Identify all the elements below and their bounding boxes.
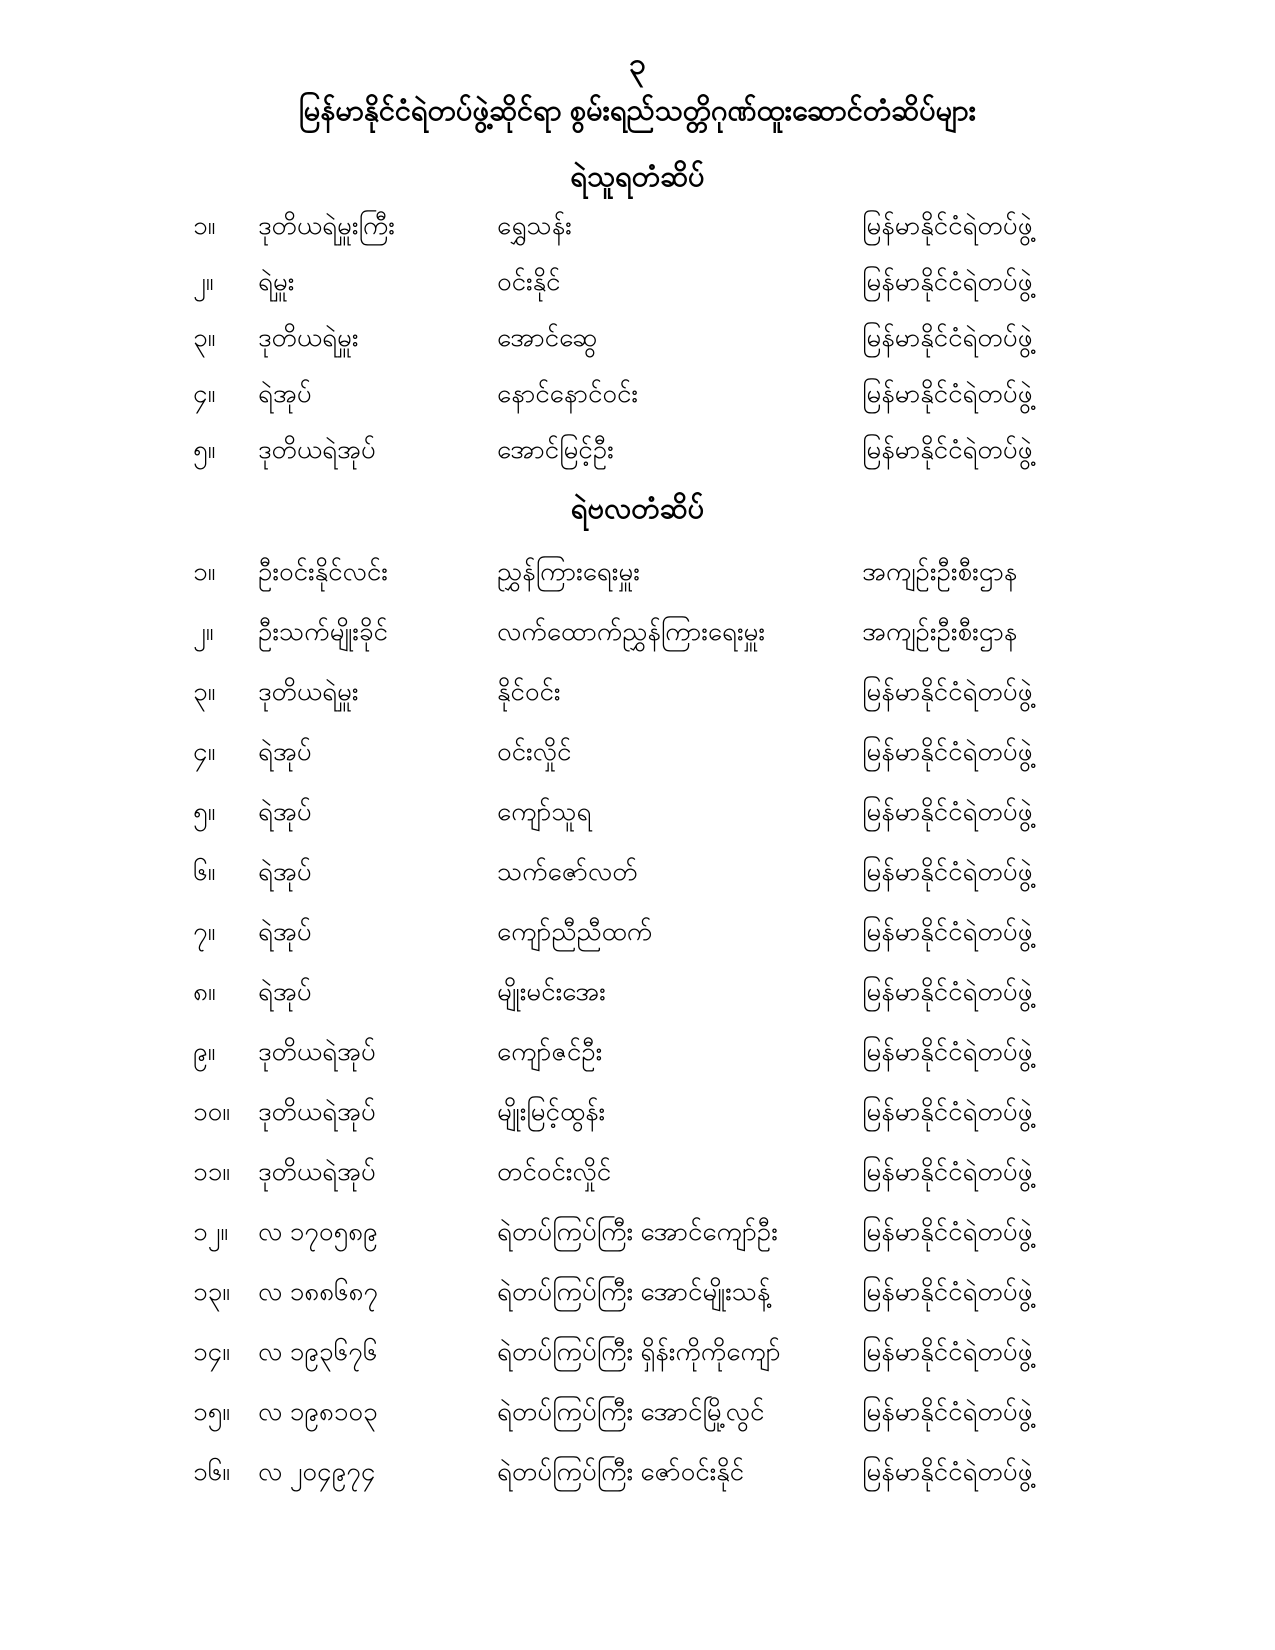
rank-cell: ရဲမှူး: [258, 266, 295, 297]
row-number-cell: ၈။: [193, 976, 216, 1007]
organization-cell: မြန်မာနိုင်ငံရဲတပ်ဖွဲ့: [862, 976, 1033, 1007]
row-number-cell: ၃။: [193, 322, 216, 353]
table-row: [0, 842, 1275, 902]
table-row: [0, 962, 1275, 1022]
table-row: [0, 722, 1275, 782]
organization-cell: မြန်မာနိုင်ငံရဲတပ်ဖွဲ့: [862, 210, 1033, 241]
name-or-position-cell: ညွှန်ကြားရေးမှူး: [497, 556, 640, 587]
organization-cell: မြန်မာနိုင်ငံရဲတပ်ဖွဲ့: [862, 676, 1033, 707]
table-row: [0, 1442, 1275, 1502]
table-row: [0, 1082, 1275, 1142]
section-heading-ye-bala-medal: ရဲဗလတံဆိပ်: [570, 493, 705, 525]
table-row: [0, 1202, 1275, 1262]
table-row: [0, 310, 1275, 366]
name-or-rank-cell: ဦးဝင်းနိုင်လင်း: [258, 556, 388, 587]
organization-cell: အကျဉ်းဦးစီးဌာန: [862, 616, 1018, 647]
row-number-cell: ၁၄။: [193, 1336, 231, 1367]
name-or-position-cell: နိုင်ဝင်း: [497, 676, 561, 707]
row-number-cell: ၅။: [193, 796, 216, 827]
row-number-cell: ၂။: [193, 616, 214, 647]
table-row: [0, 1322, 1275, 1382]
ye-thura-medal-list: [0, 198, 1275, 478]
organization-cell: မြန်မာနိုင်ငံရဲတပ်ဖွဲ့: [862, 1456, 1033, 1487]
name-or-rank-cell: ရဲအုပ်: [258, 916, 312, 947]
organization-cell: မြန်မာနိုင်ငံရဲတပ်ဖွဲ့: [862, 856, 1033, 887]
row-number-cell: ၁။: [193, 556, 216, 587]
serial-number-cell: လ ၁၇၀၅၈၉: [258, 1216, 378, 1247]
organization-cell: မြန်မာနိုင်ငံရဲတပ်ဖွဲ့: [862, 378, 1033, 409]
name-or-rank-cell: ဒုတိယရဲအုပ်: [258, 1036, 376, 1067]
organization-cell: မြန်မာနိုင်ငံရဲတပ်ဖွဲ့: [862, 1156, 1033, 1187]
organization-cell: မြန်မာနိုင်ငံရဲတပ်ဖွဲ့: [862, 796, 1033, 827]
name-or-rank-cell: ဒုတိယရဲအုပ်: [258, 1096, 376, 1127]
name-or-rank-cell: ရဲအုပ်: [258, 736, 312, 767]
row-number-cell: ၁၆။: [193, 1456, 231, 1487]
name-or-rank-cell: ရဲအုပ်: [258, 856, 312, 887]
table-row: [0, 1262, 1275, 1322]
rank-cell: ရဲအုပ်: [258, 378, 312, 409]
name-cell: အောင်ဆွေ: [497, 322, 598, 353]
table-row: [0, 662, 1275, 722]
organization-cell: မြန်မာနိုင်ငံရဲတပ်ဖွဲ့: [862, 266, 1033, 297]
row-number-cell: ၄။: [193, 736, 216, 767]
table-row: [0, 542, 1275, 602]
rank-cell: ဒုတိယရဲမှူးကြီး: [258, 210, 395, 241]
rank-cell: ဒုတိယရဲမှူး: [258, 322, 359, 353]
organization-cell: မြန်မာနိုင်ငံရဲတပ်ဖွဲ့: [862, 1036, 1033, 1067]
table-row: [0, 602, 1275, 662]
name-or-position-cell: လက်ထောက်ညွှန်ကြားရေးမှူး: [497, 616, 765, 647]
row-number-cell: ၁၃။: [193, 1276, 231, 1307]
rank-and-name-cell: ရဲတပ်ကြပ်ကြီး ရှိန်းကိုကိုကျော်: [497, 1336, 781, 1367]
ye-bala-medal-list: [0, 542, 1275, 1502]
name-cell: ရွှေသန်း: [497, 210, 572, 241]
table-row: [0, 782, 1275, 842]
name-or-position-cell: ကျော်ညီညီထက်: [497, 916, 653, 947]
organization-cell: မြန်မာနိုင်ငံရဲတပ်ဖွဲ့: [862, 736, 1033, 767]
organization-cell: မြန်မာနိုင်ငံရဲတပ်ဖွဲ့: [862, 1276, 1033, 1307]
serial-number-cell: လ ၂၀၄၉၇၄: [258, 1456, 376, 1487]
serial-number-cell: လ ၁၈၈၆၈၇: [258, 1276, 379, 1307]
row-number-cell: ၃။: [193, 676, 216, 707]
row-number-cell: ၁၀။: [193, 1096, 231, 1127]
table-row: [0, 366, 1275, 422]
row-number-cell: ၅။: [193, 434, 216, 465]
section-heading-ye-thura-medal: ရဲသူရတံဆိပ်: [570, 161, 705, 193]
name-or-position-cell: ဝင်းလှိုင်: [497, 736, 572, 767]
table-row: [0, 902, 1275, 962]
name-or-rank-cell: ဦးသက်မျိုးခိုင်: [258, 616, 388, 647]
rank-cell: ဒုတိယရဲအုပ်: [258, 434, 376, 465]
row-number-cell: ၁၁။: [193, 1156, 231, 1187]
rank-and-name-cell: ရဲတပ်ကြပ်ကြီး အောင်ကျော်ဦး: [497, 1216, 778, 1247]
name-or-position-cell: မျိုးမြင့်ထွန်း: [497, 1096, 606, 1127]
name-or-position-cell: ကျော်ဇင်ဦး: [497, 1036, 603, 1067]
table-row: [0, 1022, 1275, 1082]
name-cell: ဝင်းနိုင်: [497, 266, 561, 297]
name-or-rank-cell: ဒုတိယရဲအုပ်: [258, 1156, 376, 1187]
organization-cell: မြန်မာနိုင်ငံရဲတပ်ဖွဲ့: [862, 1216, 1033, 1247]
serial-number-cell: လ ၁၉၃၆၇၆: [258, 1336, 378, 1367]
name-or-position-cell: မျိုးမင်းအေး: [497, 976, 606, 1007]
name-or-position-cell: ကျော်သူရ: [497, 796, 592, 827]
name-or-position-cell: သက်ဇော်လတ်: [497, 856, 638, 887]
page-number: ၃: [629, 48, 646, 81]
table-row: [0, 198, 1275, 254]
organization-cell: မြန်မာနိုင်ငံရဲတပ်ဖွဲ့: [862, 1396, 1033, 1427]
row-number-cell: ၂။: [193, 266, 214, 297]
row-number-cell: ၁၅။: [193, 1396, 231, 1427]
organization-cell: မြန်မာနိုင်ငံရဲတပ်ဖွဲ့: [862, 1096, 1033, 1127]
rank-and-name-cell: ရဲတပ်ကြပ်ကြီး ဇော်ဝင်းနိုင်: [497, 1456, 745, 1487]
name-or-rank-cell: ရဲအုပ်: [258, 796, 312, 827]
serial-number-cell: လ ၁၉၈၁၀၃: [258, 1396, 378, 1427]
table-row: [0, 422, 1275, 478]
name-cell: နောင်နောင်ဝင်း: [497, 378, 638, 409]
rank-and-name-cell: ရဲတပ်ကြပ်ကြီး အောင်မျိုးသန့်: [497, 1276, 771, 1307]
name-cell: အောင်မြင့်ဦး: [497, 434, 614, 465]
row-number-cell: ၁၂။: [193, 1216, 229, 1247]
row-number-cell: ၉။: [193, 1036, 216, 1067]
table-row: [0, 1142, 1275, 1202]
organization-cell: မြန်မာနိုင်ငံရဲတပ်ဖွဲ့: [862, 434, 1033, 465]
table-row: [0, 1382, 1275, 1442]
row-number-cell: ၁။: [193, 210, 216, 241]
name-or-position-cell: တင်ဝင်းလှိုင်: [497, 1156, 612, 1187]
organization-cell: မြန်မာနိုင်ငံရဲတပ်ဖွဲ့: [862, 322, 1033, 353]
row-number-cell: ၆။: [193, 856, 216, 887]
row-number-cell: ၄။: [193, 378, 216, 409]
name-or-rank-cell: ရဲအုပ်: [258, 976, 312, 1007]
organization-cell: မြန်မာနိုင်ငံရဲတပ်ဖွဲ့: [862, 1336, 1033, 1367]
document-title: မြန်မာနိုင်ငံရဲတပ်ဖွဲ့ဆိုင်ရာ စွမ်းရည်သတ္တိဂုဏ်ထူးဆောင်တံဆိပ်များ: [298, 95, 977, 127]
organization-cell: မြန်မာနိုင်ငံရဲတပ်ဖွဲ့: [862, 916, 1033, 947]
row-number-cell: ၇။: [193, 916, 216, 947]
name-or-rank-cell: ဒုတိယရဲမှူး: [258, 676, 359, 707]
organization-cell: အကျဉ်းဦးစီးဌာန: [862, 556, 1018, 587]
rank-and-name-cell: ရဲတပ်ကြပ်ကြီး အောင်မြို့လွင်: [497, 1396, 765, 1427]
table-row: [0, 254, 1275, 310]
